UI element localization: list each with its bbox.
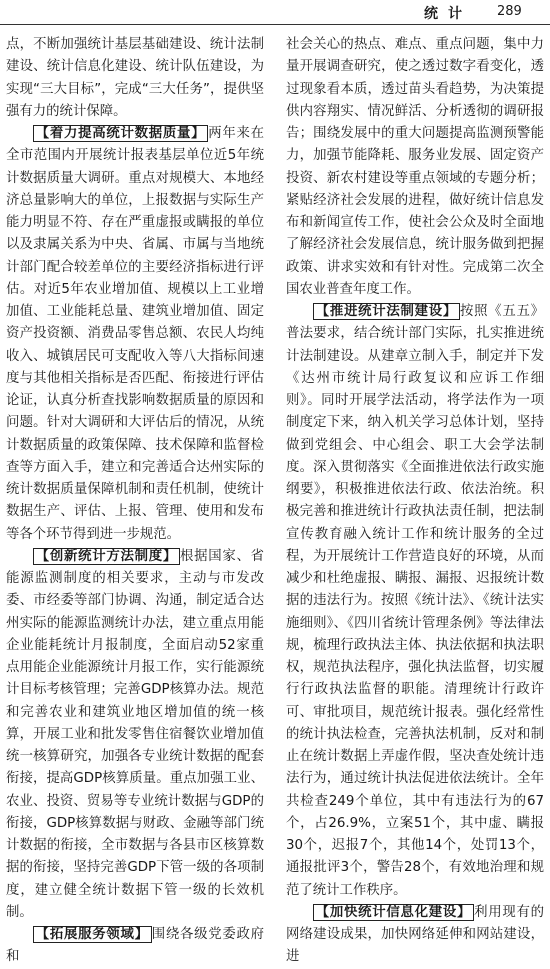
right-column (286, 34, 544, 969)
section-services (6, 924, 264, 969)
section-heading-legal: 【推进统计法制建设】 (313, 303, 460, 320)
section-body-data-quality: 两年来在全市范围内开展统计报表基层单位近5年统计数据质量大调研。重点对规模大、本地经济总量影响大的单位，上报数据与实际生产能力明显不符、存在严重虚报或瞒报的单位以及隶属关系为中央、省属、市属与当地统计部门配合较差单位的主要经济指标进行评估。对近5年农业增加值、规模以上工业增加值、工业能耗总量、建筑业增加值、固定资产投资额、消费品零售总额、农民人均纯收入、城镇居民可支配收入等八大指标间速度与其他相关指标是否匹配、衔接进行评估论证，认真分析查找影响数据质量的原因和问题。针对大调研和大评估后的情况，从统计数据质量的政策保障、技术保障和监督检查等方面入手，建立和完善适合达州实际的统计数据质量保障机制和责任机制，使统计数据生产、评估、上报、管理、使用和发布等各个环节得到进一步规范。 (6, 126, 265, 542)
section-heading-data-quality: 【着力提高统计数据质量】 (33, 125, 208, 142)
paragraph-continued: 点，不断加强统计基层基础建设、统计法制建设、统计信息化建设、统计队伍建设，为实现“三大目标”，完成“三大任务”，提供坚强有力的统计保障。 (6, 37, 264, 119)
page-number: 289 (497, 4, 522, 19)
section-legal (286, 301, 544, 902)
section-heading-methods: 【创新统计方法制度】 (33, 548, 180, 565)
section-heading-it: 【加快统计信息化建设】 (313, 904, 474, 921)
page-header (0, 0, 550, 26)
running-title: 统计 (424, 6, 472, 22)
section-it (286, 902, 544, 969)
left-column (6, 34, 264, 969)
section-body-methods: 根据国家、省能源监测制度的相关要求，主动与市发改委、市经委等部门协调、沟通，制定适合达州实际的能源监测统计办法，建立重点用能企业能耗统计月报制度，全面启动52家重点用能企业能源统计月报工作，实行能源统计目标考核管理；完善GDP核算办法。规范和完善农业和建筑业地区增加值的统一核算，开展工业和批发零售住宿餐饮业增加值统一核算研究，加强各专业统计数据的配套衔接，提高GDP核算质量。重点加强工业、农业、投资、贸易等专业统计数据与GDP的衔接，GDP核算数据与财政、金融等部门统计数据的衔接，全市数据与各县市区核算数据的衔接，坚持完善GDP下管一级的各项制度，建立健全统计数据下管一级的长效机制。 (6, 548, 265, 920)
section-body-legal: 按照《五五》普法要求，结合统计部门实际，扎实推进统计法制建设。从建章立制入手，制定并下发《达州市统计局行政复议和应诉工作细则》。同时开展学法活动，将学法作为一项制度定下来，纳入机关学习总体计划，坚持做到党组会、中心组会、职工大会学法制度。深入贯彻落实《全面推进依法行政实施纲要》，积极推进依法行政、依法治统。积极完善和推进统计行政执法责任制，把法制宣传教育融入统计工作和统计服务的全过程，为开展统计工作营造良好的环境，从而减少和杜绝虚报、瞒报、漏报、迟报统计数据的违法行为。按照《统计法》、《统计法实施细则》、《四川省统计管理条例》等法律法规，梳理行政执法主体、执法依据和执法职权，规范执法程序，强化执法监督，切实履行行政执法监督的职能。清理统计行政许可、审批项目，规范统计报表。强化经常性的统计执法检查，完善执法机制，反对和制止在统计数据上弄虚作假，坚决查处统计违法行为，通过统计执法促进依法统计。全年共检查249个单位，其中有违法行为的67个，占26.9%，立案51个，其中虚、瞒报30个，迟报7个，其他14个，处罚13个，通报批评3个，警告28个，有效地治理和规范了统计工作秩序。 (286, 304, 545, 898)
section-body-it: 利用现有的网络建设成果，加快网络延伸和网站建设，进 (286, 904, 545, 965)
section-body-services: 围绕各级党委政府和 (6, 927, 265, 965)
section-heading-services: 【拓展服务领域】 (33, 926, 152, 943)
section-methods (6, 546, 264, 924)
section-data-quality (6, 123, 264, 546)
paragraph-continued-right: 社会关心的热点、难点、重点问题，集中力量开展调查研究，使之透过数字看变化，透过现象看本质，透过苗头看趋势，为决策提供内容翔实、情况鲜活、分析透彻的调研报告；围绕发展中的重大问题提高监测预警能力，加强节能降耗、服务业发展、固定资产投资、新农村建设等重点领域的专题分析；紧贴经济社会发展的进程，做好统计信息发布和新闻宣传工作，使社会公众及时全面地了解经济社会发展信息，统计服务做到把握政策、讲求实效和有针对性。完成第二次全国农业普查年度工作。 (286, 37, 544, 297)
header-rule (0, 24, 550, 25)
